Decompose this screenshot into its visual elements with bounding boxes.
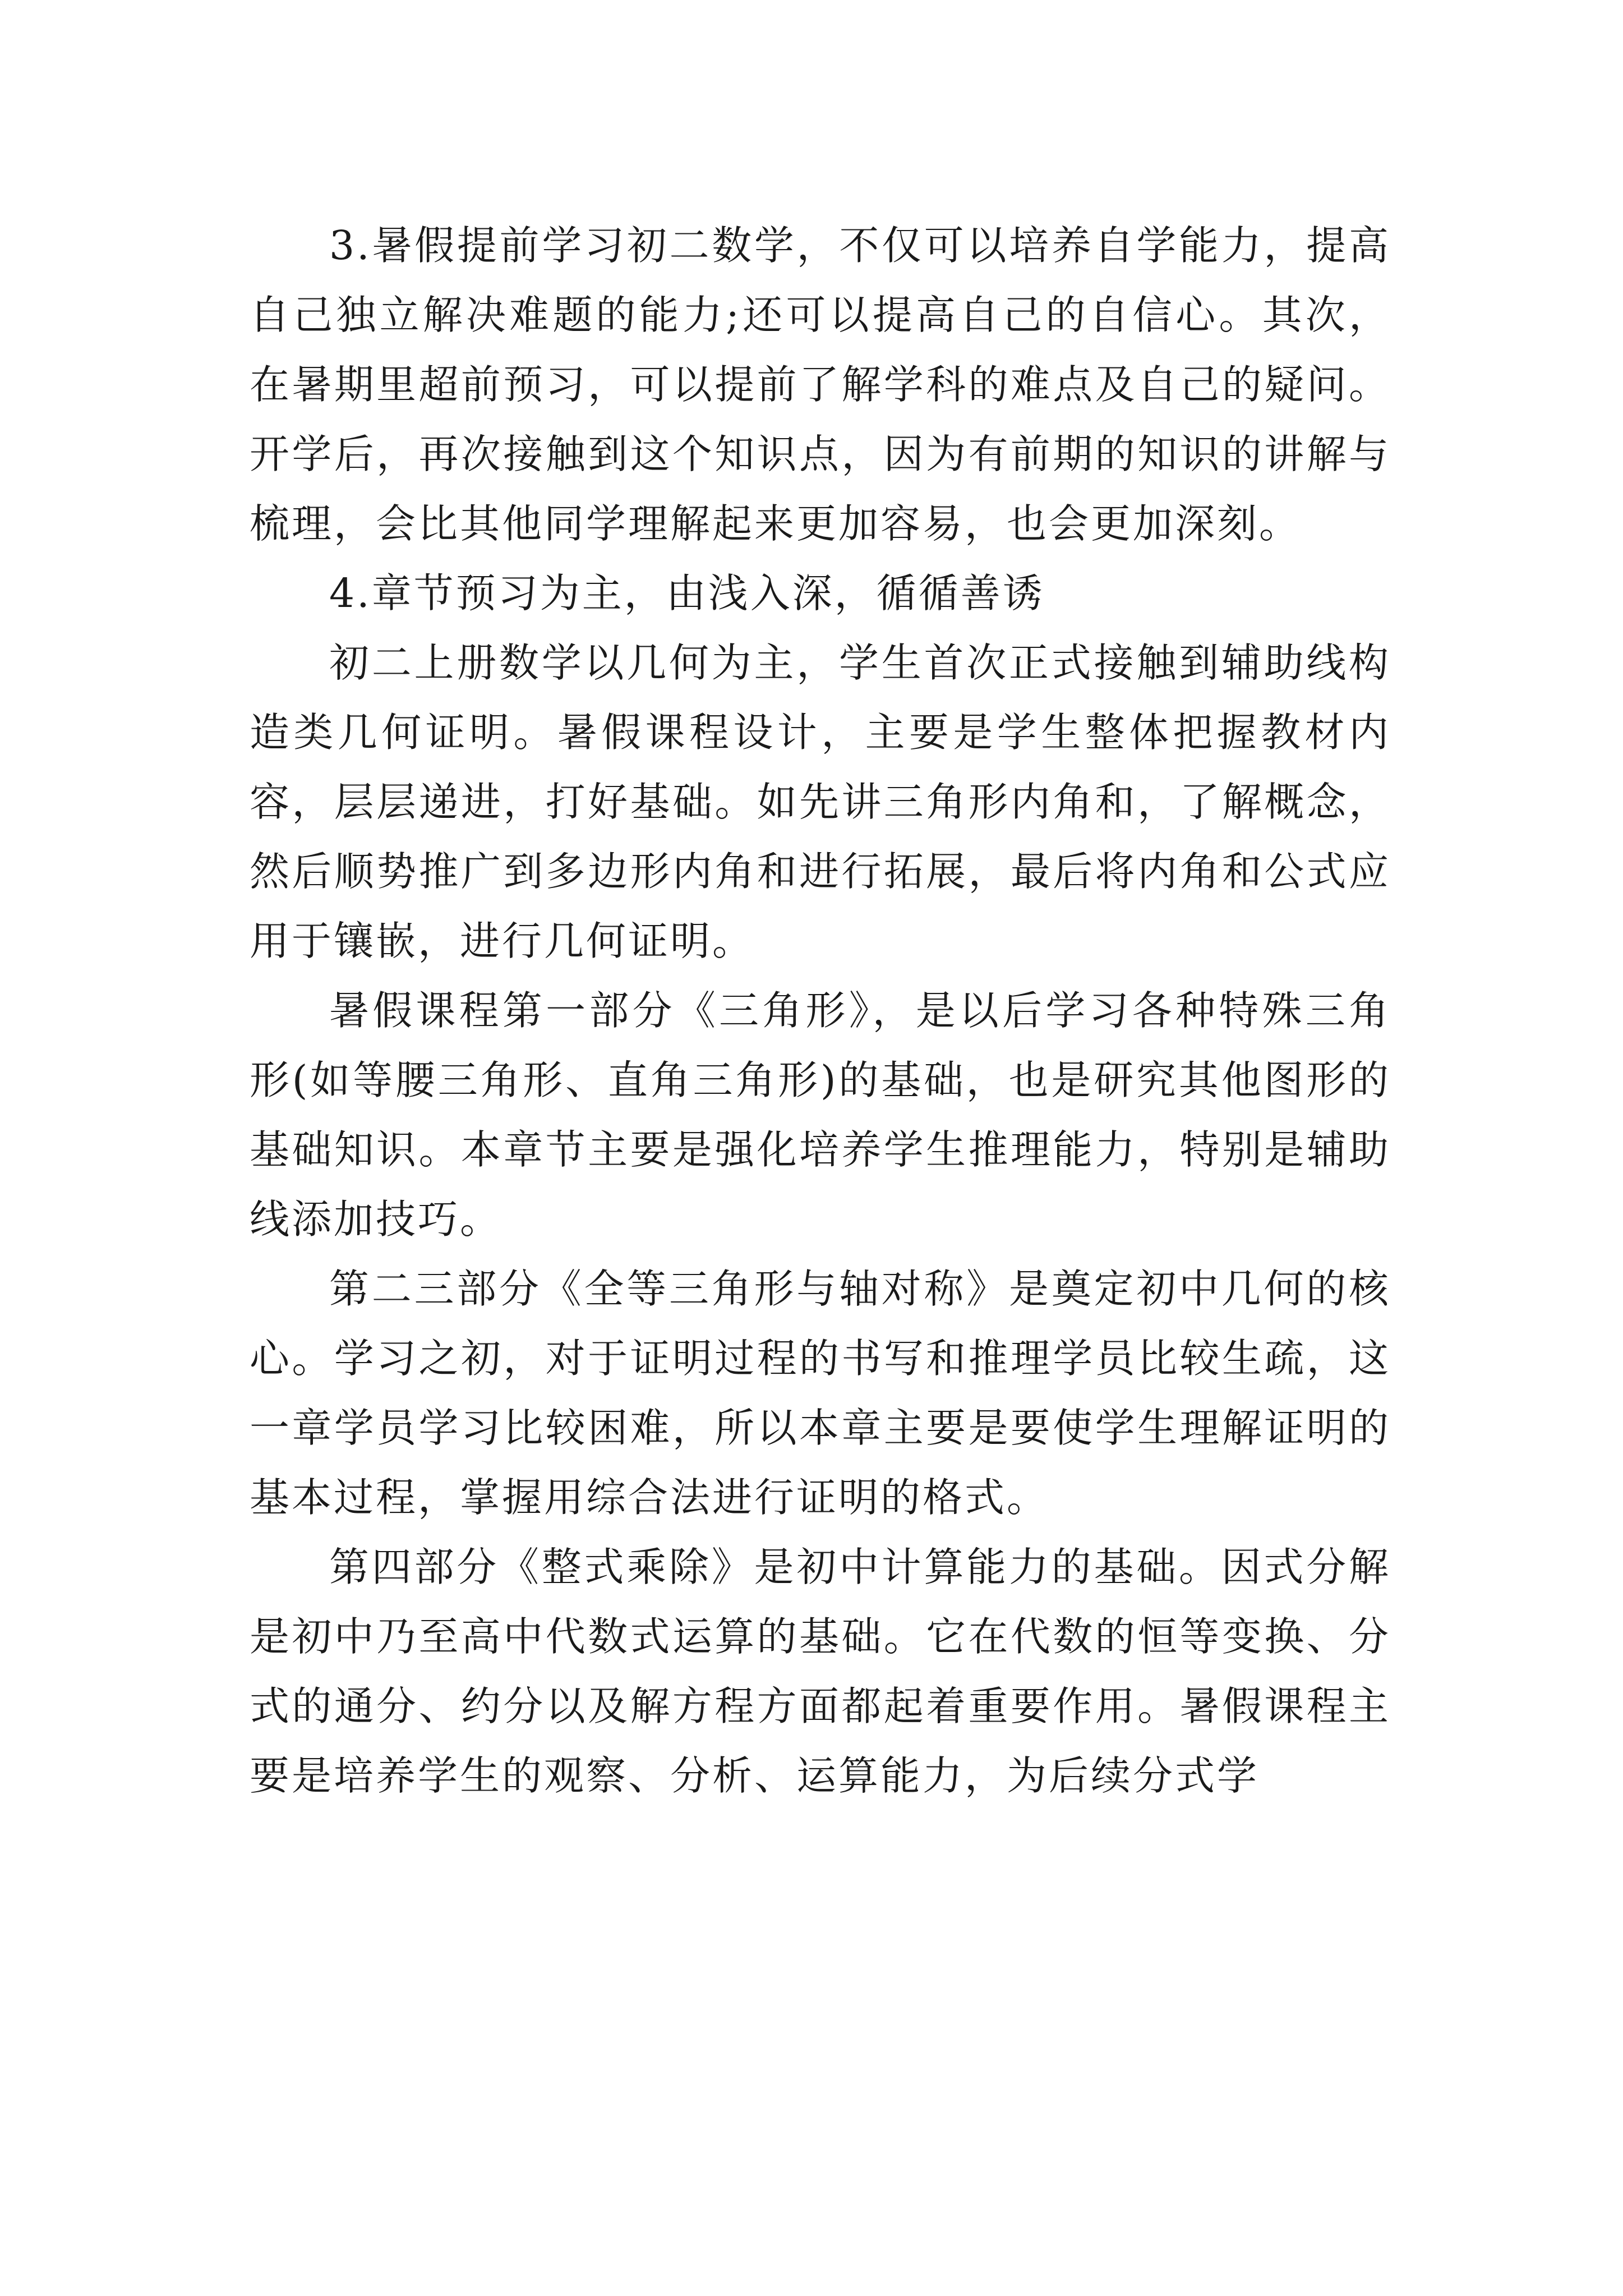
paragraph-advantages: 3.暑假提前学习初二数学，不仅可以培养自学能力，提高自己独立解决难题的能力;还可以提高自己的自信心。其次，在暑期里超前预习，可以提前了解学科的难点及自己的疑问。开学后，再次接触到这个知识点，因为有前期的知识的讲解与梳理，会比其他同学理解起来更加容易，也会更加深刻。: [250, 222, 1391, 547]
document-body: [250, 211, 1391, 1811]
paragraph-part-one-triangles: 暑假课程第一部分《三角形》，是以后学习各种特殊三角形(如等腰三角形、直角三角形)的基础，也是研究其他图形的基础知识。本章节主要是强化培养学生推理能力，特别是辅助线添加技巧。: [250, 987, 1391, 1243]
paragraph-heading-chapter-preview: 4.章节预习为主，由浅入深，循循善诱: [329, 570, 1045, 616]
paragraph-part-two-three-congruence: 第二三部分《全等三角形与轴对称》是奠定初中几何的核心。学习之初，对于证明过程的书写和推理学员比较生疏，这一章学员学习比较困难，所以本章主要是要使学生理解证明的基本过程，掌握用综合法进行证明的格式。: [250, 1266, 1391, 1521]
paragraph-geometry-intro: 初二上册数学以几何为主，学生首次正式接触到辅助线构造类几何证明。暑假课程设计，主要是学生整体把握教材内容，层层递进，打好基础。如先讲三角形内角和，了解概念，然后顺势推广到多边形内角和进行拓展，最后将内角和公式应用于镶嵌，进行几何证明。: [250, 639, 1391, 964]
paragraph-part-four-polynomials: 第四部分《整式乘除》是初中计算能力的基础。因式分解是初中乃至高中代数式运算的基础。它在代数的恒等变换、分式的通分、约分以及解方程方面都起着重要作用。暑假课程主要是培养学生的观察、分析、运算能力，为后续分式学: [250, 1544, 1391, 1799]
